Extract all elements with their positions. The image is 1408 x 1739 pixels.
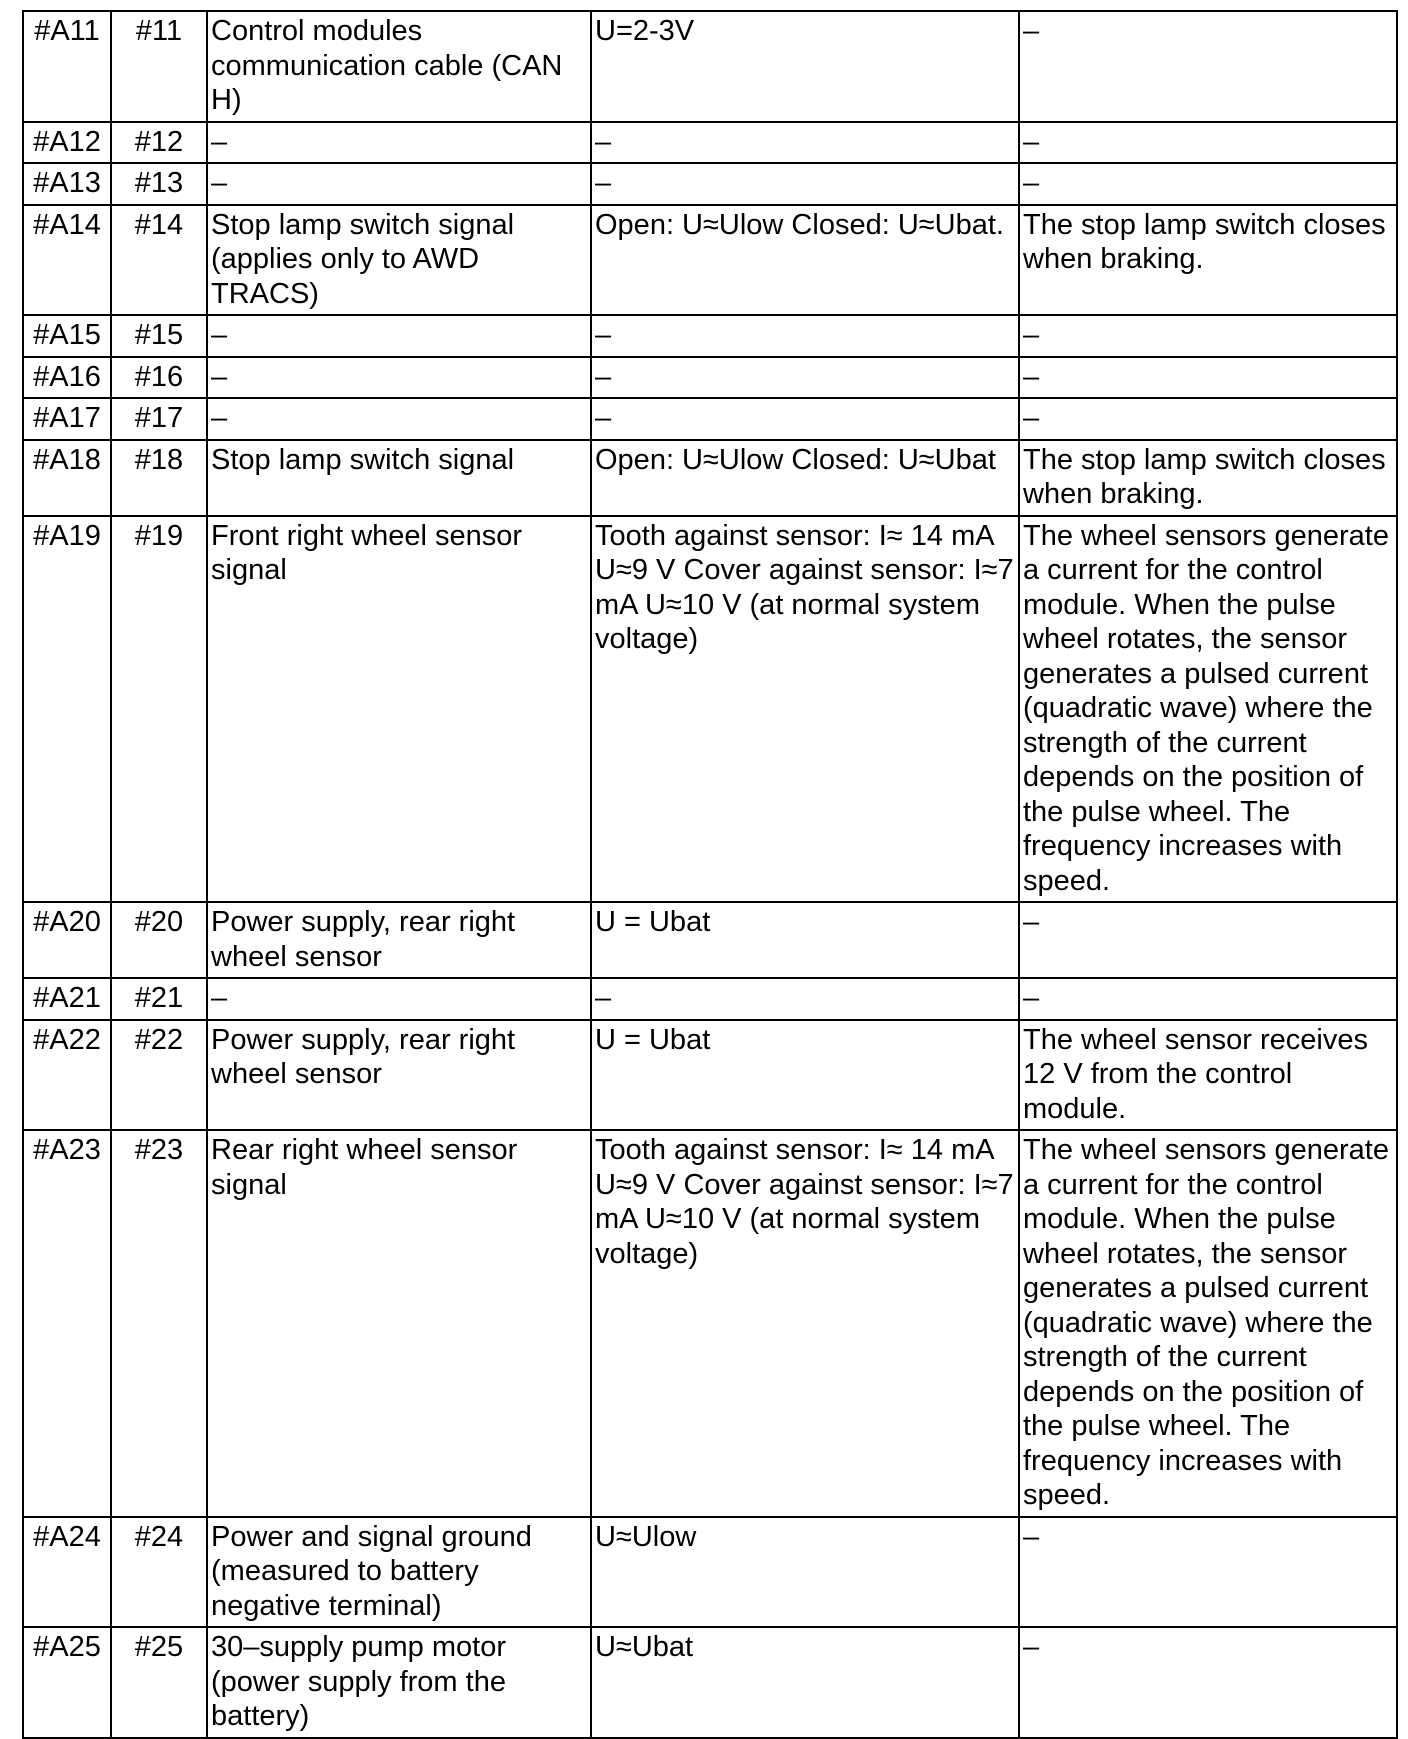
note-cell: – — [1019, 398, 1397, 440]
value-cell: – — [591, 122, 1019, 164]
pin-number-cell: #13 — [111, 163, 207, 205]
pin-id-cell: #A20 — [23, 902, 111, 978]
function-cell: – — [207, 122, 591, 164]
table-row — [23, 1517, 1397, 1628]
table-row — [23, 122, 1397, 164]
function-cell: – — [207, 315, 591, 357]
function-cell: – — [207, 163, 591, 205]
pin-id-cell: #A18 — [23, 440, 111, 516]
pin-number-cell: #22 — [111, 1020, 207, 1131]
pin-number-cell: #20 — [111, 902, 207, 978]
value-cell: Open: U≈Ulow Closed: U≈Ubat — [591, 440, 1019, 516]
pin-id-cell: #A17 — [23, 398, 111, 440]
value-cell: Tooth against sensor: I≈ 14 mA U≈9 V Cover against sensor: I≈7 mA U≈10 V (at normal system voltage) — [591, 1130, 1019, 1517]
value-cell: – — [591, 163, 1019, 205]
pin-number-cell: #19 — [111, 516, 207, 903]
note-cell: The stop lamp switch closes when braking. — [1019, 440, 1397, 516]
table-row — [23, 357, 1397, 399]
function-cell: Stop lamp switch signal (applies only to AWD TRACS) — [207, 205, 591, 316]
pin-table — [22, 10, 1398, 1739]
note-cell: The wheel sensors generate a current for the control module. When the pulse wheel rotates, the sensor generates a pulsed current (quadratic wave) where the strength of the current depends on the position of the pulse wheel. The frequency increases with speed. — [1019, 516, 1397, 903]
note-cell: The wheel sensor receives 12 V from the control module. — [1019, 1020, 1397, 1131]
pin-table-body — [23, 11, 1397, 1738]
table-row — [23, 440, 1397, 516]
pin-id-cell: #A13 — [23, 163, 111, 205]
value-cell: U≈Ubat — [591, 1627, 1019, 1738]
table-row — [23, 315, 1397, 357]
pin-id-cell: #A16 — [23, 357, 111, 399]
pin-id-cell: #A12 — [23, 122, 111, 164]
table-row — [23, 163, 1397, 205]
pin-id-cell: #A21 — [23, 978, 111, 1020]
table-row — [23, 1627, 1397, 1738]
pin-number-cell: #14 — [111, 205, 207, 316]
pin-number-cell: #16 — [111, 357, 207, 399]
pin-number-cell: #15 — [111, 315, 207, 357]
pin-number-cell: #21 — [111, 978, 207, 1020]
table-row — [23, 205, 1397, 316]
pin-id-cell: #A23 — [23, 1130, 111, 1517]
pin-number-cell: #23 — [111, 1130, 207, 1517]
note-cell: – — [1019, 902, 1397, 978]
function-cell: 30–supply pump motor (power supply from the battery) — [207, 1627, 591, 1738]
value-cell: – — [591, 398, 1019, 440]
note-cell: – — [1019, 163, 1397, 205]
function-cell: Stop lamp switch signal — [207, 440, 591, 516]
pin-number-cell: #11 — [111, 11, 207, 122]
pin-id-cell: #A24 — [23, 1517, 111, 1628]
pin-number-cell: #25 — [111, 1627, 207, 1738]
table-row — [23, 1020, 1397, 1131]
function-cell: – — [207, 978, 591, 1020]
function-cell: Control modules communication cable (CAN H) — [207, 11, 591, 122]
value-cell: Tooth against sensor: I≈ 14 mA U≈9 V Cover against sensor: I≈7 mA U≈10 V (at normal system voltage) — [591, 516, 1019, 903]
table-row — [23, 902, 1397, 978]
note-cell: The stop lamp switch closes when braking. — [1019, 205, 1397, 316]
note-cell: – — [1019, 122, 1397, 164]
function-cell: – — [207, 398, 591, 440]
pin-number-cell: #24 — [111, 1517, 207, 1628]
table-row — [23, 398, 1397, 440]
function-cell: Power supply, rear right wheel sensor — [207, 902, 591, 978]
value-cell: – — [591, 357, 1019, 399]
pin-id-cell: #A11 — [23, 11, 111, 122]
pin-id-cell: #A14 — [23, 205, 111, 316]
note-cell: – — [1019, 1627, 1397, 1738]
value-cell: – — [591, 978, 1019, 1020]
pin-number-cell: #18 — [111, 440, 207, 516]
pin-number-cell: #17 — [111, 398, 207, 440]
value-cell: – — [591, 315, 1019, 357]
note-cell: – — [1019, 357, 1397, 399]
value-cell: Open: U≈Ulow Closed: U≈Ubat. — [591, 205, 1019, 316]
value-cell: U≈Ulow — [591, 1517, 1019, 1628]
value-cell: U = Ubat — [591, 902, 1019, 978]
pin-id-cell: #A15 — [23, 315, 111, 357]
note-cell: – — [1019, 315, 1397, 357]
pin-number-cell: #12 — [111, 122, 207, 164]
table-row — [23, 11, 1397, 122]
value-cell: U=2-3V — [591, 11, 1019, 122]
table-row — [23, 516, 1397, 903]
function-cell: Front right wheel sensor signal — [207, 516, 591, 903]
function-cell: Power and signal ground (measured to battery negative terminal) — [207, 1517, 591, 1628]
note-cell: The wheel sensors generate a current for the control module. When the pulse wheel rotates, the sensor generates a pulsed current (quadratic wave) where the strength of the current depends on the position of the pulse wheel. The frequency increases with speed. — [1019, 1130, 1397, 1517]
pin-id-cell: #A25 — [23, 1627, 111, 1738]
pin-id-cell: #A22 — [23, 1020, 111, 1131]
note-cell: – — [1019, 978, 1397, 1020]
note-cell: – — [1019, 1517, 1397, 1628]
note-cell: – — [1019, 11, 1397, 122]
function-cell: Rear right wheel sensor signal — [207, 1130, 591, 1517]
value-cell: U = Ubat — [591, 1020, 1019, 1131]
pin-id-cell: #A19 — [23, 516, 111, 903]
function-cell: – — [207, 357, 591, 399]
function-cell: Power supply, rear right wheel sensor — [207, 1020, 591, 1131]
table-row — [23, 978, 1397, 1020]
table-row — [23, 1130, 1397, 1517]
